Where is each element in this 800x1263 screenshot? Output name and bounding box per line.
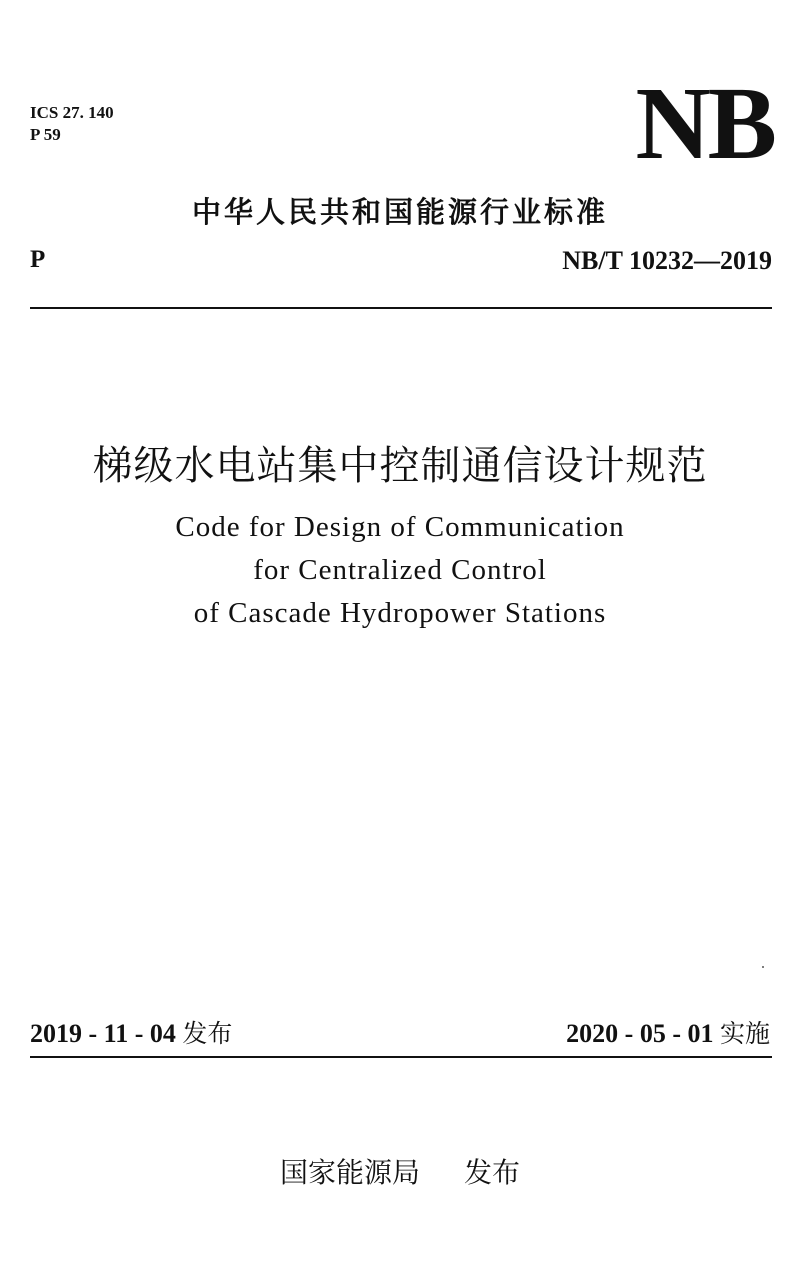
issue-label: 发布 [182, 1019, 233, 1048]
publisher-name: 国家能源局 [279, 1156, 420, 1189]
bottom-divider [30, 1056, 772, 1058]
title-english-line-2: for Centralized Control [253, 554, 547, 586]
publish-label: 发布 [464, 1156, 521, 1189]
category-letter: P [30, 246, 46, 273]
industry-standard-heading: 中华人民共和国能源行业标准 [191, 195, 608, 229]
ics-code: ICS 27. 140 [30, 103, 114, 122]
standard-number: NB/T 10232—2019 [562, 246, 772, 275]
nb-logo: NB [635, 66, 774, 181]
ccs-code: P 59 [30, 125, 61, 144]
title-english-line-1: Code for Design of Communication [175, 511, 625, 543]
publisher-line [0, 1151, 800, 1191]
title-chinese: 梯级水电站集中控制通信设计规范 [92, 443, 708, 489]
implementation-date [566, 1014, 770, 1050]
implementation-label: 实施 [719, 1019, 770, 1048]
classification-codes [30, 102, 114, 146]
issue-date [30, 1014, 232, 1050]
print-speck [762, 966, 764, 968]
top-divider [30, 307, 772, 309]
implementation-date-value: 2020 - 05 - 01 [566, 1019, 714, 1048]
title-english-line-3: of Cascade Hydropower Stations [193, 597, 607, 629]
issue-date-value: 2019 - 11 - 04 [30, 1019, 176, 1048]
